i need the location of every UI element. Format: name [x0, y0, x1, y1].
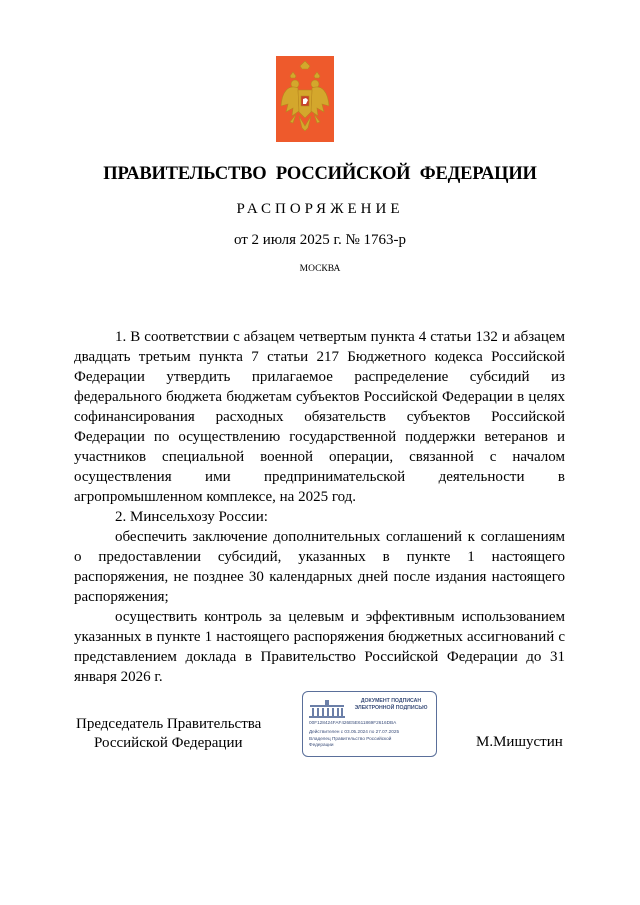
double-headed-eagle-icon: [276, 56, 334, 142]
coat-of-arms-emblem: [276, 56, 334, 142]
document-body: [74, 327, 565, 687]
stamp-validity: Действителен с 03.05.2024 по 27.07.2025: [309, 729, 400, 734]
paragraph-4: осуществить контроль за целевым и эффективным использованием указанных в пункте 1 настоящего распоряжения бюджетных ассигнований с представлением доклада в Правительство Российской Федерации до 31 января 2026 г.: [74, 609, 565, 685]
electronic-signature-stamp: [302, 691, 437, 757]
stamp-serial: 00F128424FAF426E5E61186​9F2616DBA: [309, 720, 397, 725]
signatory-position-line2: Российской Федерации: [94, 735, 243, 751]
document-city: МОСКВА: [299, 264, 341, 274]
government-title: ПРАВИТЕЛЬСТВО РОССИЙСКОЙ ФЕДЕРАЦИИ: [103, 164, 537, 184]
document-date-number: от 2 июля 2025 г. № 1763-р: [233, 232, 407, 248]
document-type: РАСПОРЯЖЕНИЕ: [236, 201, 404, 217]
stamp-owner-line1: Владелец Правительство Российской: [309, 736, 392, 741]
stamp-heading: ДОКУМЕНТ ПОДПИСАН ЭЛЕКТРОННОЙ ПОДПИСЬЮ: [354, 698, 428, 711]
paragraph-1: 1. В соответствии с абзацем четвертым пункта 4 статьи 132 и абзацем двадцать третьим пункта 7 статьи 217 Бюджетного кодекса Российской Федерации утвердить прилагаемое распределение субсидий из федерального бюджета бюджетам субъектов Российской Федерации в целях софинансирования расходных обязательств субъектов Российской Федерации по осуществлению государственной поддержки ветеранов и участников специальной военной операции, связанной с началом осуществления ими предпринимательской деятельности в агропромышленном комплексе, на 2025 год.: [74, 329, 565, 505]
signatory-position: [76, 715, 276, 753]
government-building-icon: [308, 697, 346, 719]
paragraph-2: 2. Минсельхозу России:: [115, 509, 268, 525]
paragraph-3: обеспечить заключение дополнительных соглашений к соглашениям о предоставлении субсидий, указанных в пункте 1 настоящего распоряжения, не позднее 30 календарных дней после издания настоящего распоряжения;: [74, 529, 565, 605]
signatory-position-line1: Председатель Правительства: [76, 716, 262, 732]
signatory-name: М.Мишустин: [476, 734, 563, 750]
stamp-owner-line2: Федерации: [309, 742, 334, 747]
